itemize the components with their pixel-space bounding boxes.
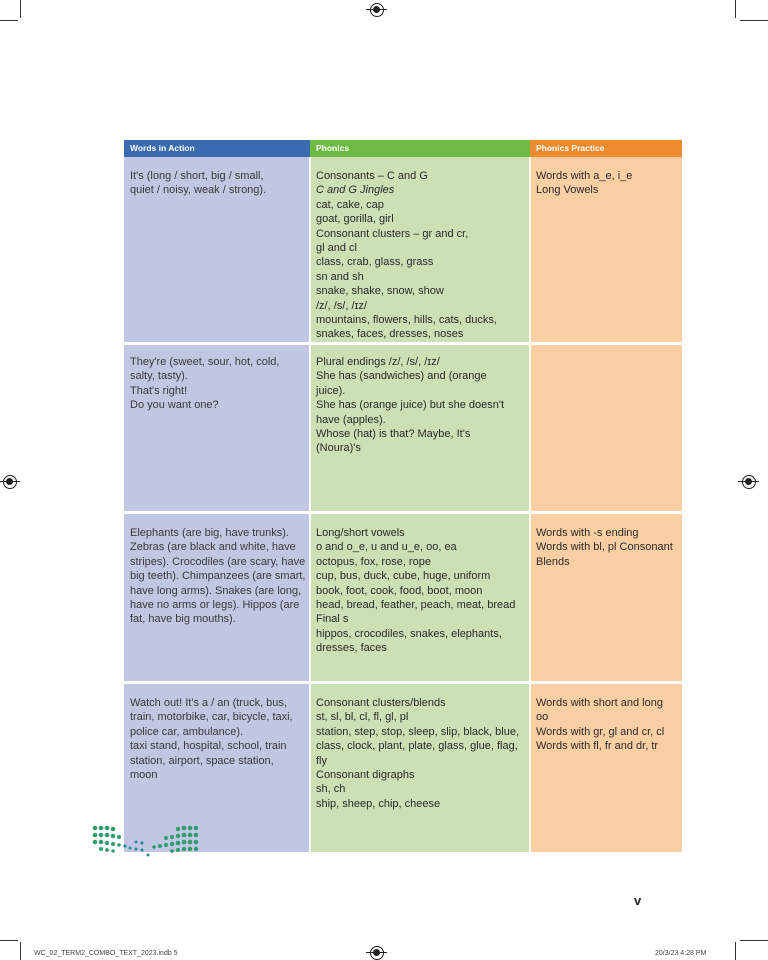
text-line: class, clock, plant, plate, glass, glue, flag, (316, 740, 518, 753)
text-line: dresses, faces (316, 642, 387, 655)
row-divider (124, 681, 682, 684)
text-line: Watch out! It's a / an (truck, bus, (130, 697, 287, 709)
page-number: v (634, 893, 642, 908)
row3-phonics (310, 526, 530, 656)
text-line: book, foot, cook, food, boot, moon (316, 584, 483, 597)
text-line: It's (long / short, big / small, (130, 170, 264, 182)
row1-phonics (310, 169, 530, 342)
registration-mark-icon (370, 946, 384, 960)
text-line: st, sl, bl, cl, fl, gl, pl (316, 711, 409, 724)
text-line: She has (orange juice) but she doesn't (316, 399, 504, 412)
crop-mark (735, 942, 736, 960)
text-line: That's right! (130, 384, 188, 397)
text-line: sh, ch (316, 783, 346, 796)
text-line: have long arms). Snakes (are long, (130, 584, 302, 597)
text-line: salty, tasty). (130, 370, 188, 383)
text-line: Words with a_e, i_e (536, 170, 633, 182)
text-line: snakes, faces, dresses, noses (316, 328, 464, 341)
text-line: fat, have big mouths). (130, 613, 236, 626)
row2-phonics (310, 355, 530, 456)
text-line: Long Vowels (536, 184, 599, 197)
registration-mark-icon (3, 475, 17, 489)
row-divider (124, 342, 682, 345)
text-line: moon (130, 769, 158, 782)
text-line: stripes). Crocodiles (are scary, have (130, 555, 306, 568)
text-line: Words with -s ending (536, 527, 639, 539)
text-line: sn and sh (316, 270, 364, 283)
text-line: o and o_e, u and u_e, oo, ea (316, 541, 457, 554)
text-line: mountains, flowers, hills, cats, ducks, (316, 314, 497, 327)
text-line: hippos, crocodiles, snakes, elephants, (316, 627, 502, 640)
text-line: /z/, /s/, /ɪz/ (316, 299, 367, 312)
crop-mark (735, 0, 736, 18)
text-line: quiet / noisy, weak / strong). (130, 184, 267, 197)
row4-words-in-action (124, 696, 310, 782)
text-line: Plural endings /z/, /s/, /ɪz/ (316, 356, 440, 368)
text-line: cup, bus, duck, cube, huge, uniform (316, 570, 491, 583)
text-line: police car, ambulance). (130, 725, 244, 738)
text-line: snake, shake, snow, show (316, 285, 444, 298)
text-line: have no arms or legs). Hippos (are (130, 599, 300, 612)
crop-mark (740, 940, 768, 941)
text-line: Words with gr, gl and cr, cl (536, 725, 665, 738)
crop-mark (20, 0, 21, 18)
crop-mark (0, 20, 18, 21)
text-line: Do you want one? (130, 399, 219, 412)
crop-mark (20, 942, 21, 960)
text-line: Elephants (are big, have trunks). (130, 527, 289, 539)
text-line: octopus, fox, rose, rope (316, 555, 431, 568)
text-line: Consonant clusters/blends (316, 697, 446, 709)
footer-file-info: WC_02_TERM2_COMBO_TEXT_2023.indb 5 (34, 950, 178, 957)
text-line: big teeth). Chimpanzees (are smart, (130, 570, 306, 583)
registration-mark-icon (742, 475, 756, 489)
text-line: head, bread, feather, peach, meat, bread (316, 599, 516, 612)
text-line: ship, sheep, chip, cheese (316, 797, 441, 810)
text-line: She has (sandwiches) and (orange (316, 370, 487, 383)
text-line: Consonants – C and G (316, 170, 428, 182)
text-line: class, crab, glass, grass (316, 256, 434, 269)
registration-mark-icon (370, 3, 384, 17)
row-divider (124, 511, 682, 514)
row1-words-in-action (124, 169, 310, 198)
row1-phonics-practice (530, 169, 682, 198)
text-line: station, step, stop, sleep, slip, black, blue, (316, 725, 520, 738)
text-line: Zebras (are black and white, have (130, 541, 296, 554)
text-line: Final s (316, 613, 349, 626)
text-line: They're (sweet, sour, hot, cold, (130, 356, 280, 368)
text-line: Blends (536, 555, 570, 568)
header-phonics: Phonics (310, 140, 530, 157)
text-line: cat, cake, cap (316, 198, 384, 211)
text-line: train, motorbike, car, bicycle, taxi, (130, 711, 293, 724)
text-line: Consonant digraphs (316, 769, 415, 782)
text-line: Long/short vowels (316, 527, 405, 539)
row4-phonics-practice (530, 696, 682, 754)
crop-mark (0, 940, 18, 941)
ministry-logo-icon (92, 822, 202, 860)
curriculum-table (124, 140, 682, 852)
text-line: have (apples). (316, 413, 386, 426)
text-line: goat, gorilla, girl (316, 213, 394, 226)
text-line: Consonant clusters – gr and cr, (316, 227, 469, 240)
text-line: station, airport, space station, (130, 754, 274, 767)
text-line: fly (316, 754, 327, 767)
header-phonics-practice: Phonics Practice (530, 140, 682, 157)
text-line: Whose (hat) is that? Maybe, It's (316, 428, 471, 441)
text-line: C and G Jingles (316, 184, 395, 197)
text-line: Words with fl, fr and dr, tr (536, 740, 659, 753)
row3-phonics-practice (530, 526, 682, 569)
text-line: gl and cl (316, 242, 357, 255)
header-words-in-action: Words in Action (124, 140, 310, 157)
row3-words-in-action (124, 526, 310, 627)
footer-date: 20/3/23 4:28 PM (655, 950, 707, 957)
crop-mark (740, 20, 768, 21)
row2-words-in-action (124, 355, 310, 413)
text-line: oo (536, 711, 549, 724)
text-line: Words with bl, pl Consonant (536, 541, 673, 554)
row4-phonics (310, 696, 530, 811)
text-line: Words with short and long (536, 697, 663, 709)
text-line: taxi stand, hospital, school, train (130, 740, 287, 753)
text-line: juice). (316, 384, 346, 397)
text-line: (Noura)'s (316, 442, 361, 455)
